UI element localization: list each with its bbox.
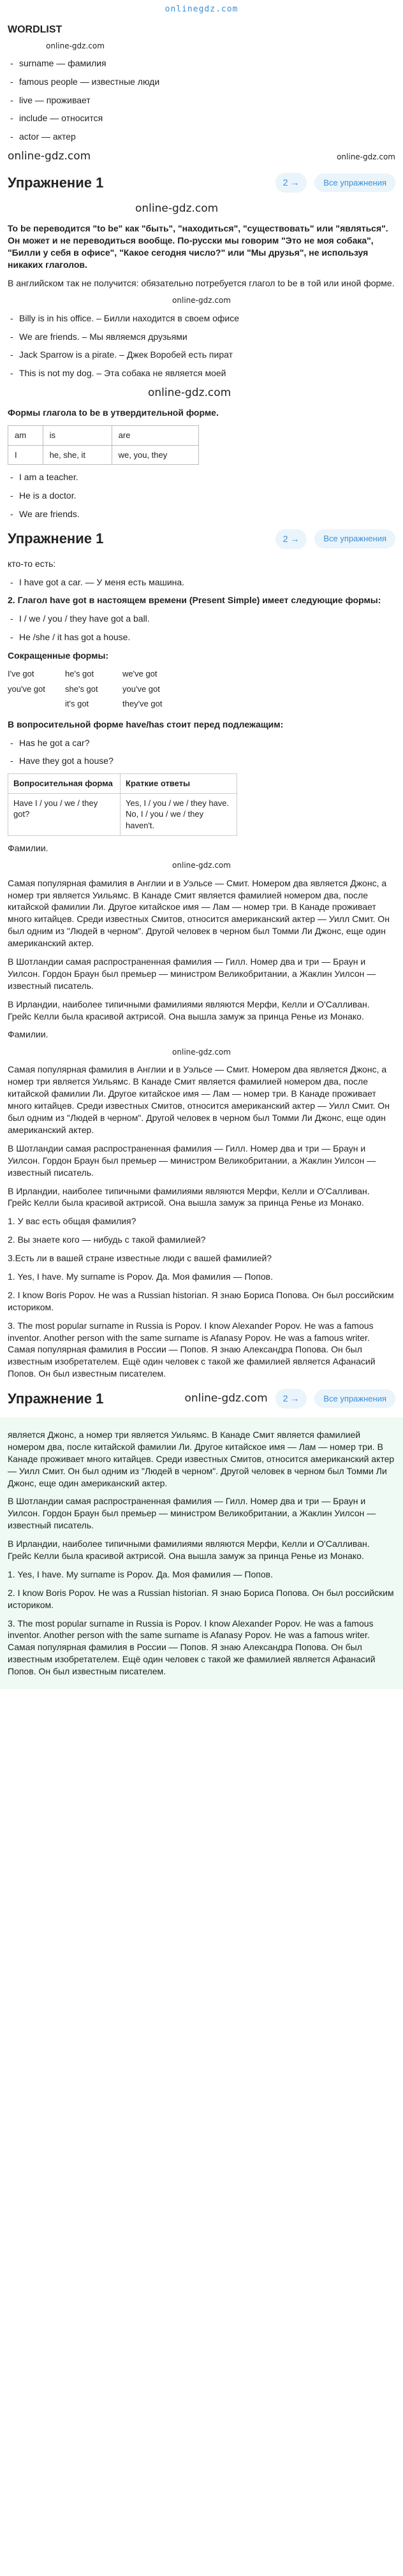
table-cell: Have I / you / we / they got?	[8, 793, 121, 835]
have-got-example	[8, 576, 395, 589]
next-task-button[interactable]: 2 →	[275, 1389, 307, 1409]
task-bar	[8, 1389, 395, 1409]
to-be-paragraph: В английском так не получится: обязательно потребуется глагол to be в той или иной форме.	[8, 277, 395, 288]
surnames-paragraph: Самая популярная фамилия в Англии и в Уэльсе — Смит. Номером два является Джонс, а номер три является Уильямс. В Канаде Смит является фамилией номером два, после китайской фамилии Ли. Другое китайское имя — Лам — номер три. В Канаде проживает много китайцев. Среди известных Смитов, относится американский актер — Уилл Смит. Он был одним из "Людей в черном". Другой человек в черном был Томми Ли Джонс, еще один американский актер.	[8, 877, 390, 949]
list-item: - I am a teacher.	[19, 471, 395, 483]
next-task-button[interactable]: 2 →	[275, 173, 307, 193]
list-item: - He /she / it has got a house.	[19, 631, 395, 643]
short-forms-title: Сокращенные формы:	[8, 650, 109, 661]
task-title: Упражнение 1	[8, 531, 104, 547]
grid-cell: I've got	[8, 669, 34, 679]
list-item: - I / we / you / they have got a ball.	[19, 613, 395, 625]
list-item: - Jack Sparrow is a pirate. – Джек Воробей есть пират	[19, 349, 395, 361]
surnames-paragraph: В Ирландии, наиболее типичными фамилиями являются Мерфи, Келли и О'Салливан. Грейс Келли была красивой актрисой. Она вышла замуж за принца Ренье из Монако.	[8, 1185, 370, 1208]
have-got-heading: 2. Глагол have got в настоящем времени (Present Simple) имеет следующие формы:	[8, 595, 381, 606]
list-item: - famous people — известные люди	[19, 76, 395, 88]
list-item: - actor — актер	[19, 131, 395, 143]
task-bar	[8, 529, 395, 549]
wordlist-title: WORDLIST	[8, 24, 62, 35]
grid-cell: you've got	[122, 684, 160, 694]
have-got-forms	[8, 613, 395, 643]
list-item: - We are friends. – Мы являемся друзьями	[19, 331, 395, 343]
next-task-button[interactable]: 2 →	[275, 529, 307, 549]
forms-table	[8, 425, 199, 465]
watermark: online-gdz.com	[184, 1392, 268, 1405]
list-item: - include — относится	[19, 112, 395, 124]
surnames-paragraph: В Ирландии, наиболее типичными фамилиями являются Мерфи, Келли и О'Салливан. Грейс Келли была красивой актрисой. Она вышла замуж за принца Ренье из Монако.	[8, 1539, 370, 1561]
all-tasks-button[interactable]: Все упражнения	[314, 529, 395, 548]
answer: 1. Yes, I have. My surname is Popov. Да. Моя фамилия — Попов.	[8, 1271, 273, 1282]
surnames-paragraph: В Шотландии самая распространенная фамилия — Гилл. Номер два и три — Браун и Уилсон. Гордон Браун был премьер — министром Великобритании, а Жаклин Уилсон — известный писатель.	[8, 956, 376, 991]
table-cell: we, you, they	[112, 445, 198, 465]
short-answer-no: No, I / you / we / they haven't.	[126, 809, 204, 830]
watermark: online-gdz.com	[135, 202, 219, 216]
answer: 1. Yes, I have. My surname is Popov. Да. Моя фамилия — Попов.	[8, 1569, 273, 1579]
question-table	[8, 773, 237, 835]
grid-cell: they've got	[122, 699, 163, 709]
list-item: - We are friends.	[19, 508, 395, 520]
surnames-paragraph: является Джонс, а номер три является Уильямс. В Канаде Смит является фамилией номером два, после китайской фамилии Ли. Другое китайское имя — Лам — номер три. В Канаде проживает много китайцев. Среди известных Смитов, относится американский актер — Уилл Смит. Он был одним из "Людей в черном". Другой человек в черном был Томми Ли Джонс, еще один американский актер.	[8, 1429, 395, 1488]
watermark: online-gdz.com	[46, 41, 105, 50]
task-title: Упражнение 1	[8, 174, 104, 191]
watermark: online-gdz.com	[172, 296, 231, 305]
question: 3.Есть ли в вашей стране известные люди с вашей фамилией?	[8, 1253, 272, 1264]
to-be-examples-2	[8, 471, 395, 520]
task-bar	[8, 173, 395, 193]
list-item: - He is a doctor.	[19, 490, 395, 502]
list-item: - This is not my dog. – Эта собака не является моей	[19, 367, 395, 379]
answer: 2. I know Boris Popov. He was a Russian historian. Я знаю Бориса Попова. Он был российским историком.	[8, 1587, 394, 1610]
list-item: - I have got a car. — У меня есть машина.	[19, 576, 395, 589]
surnames-label: Фамилии.	[8, 842, 48, 853]
grid-cell: we've got	[122, 669, 158, 679]
question: 1. У вас есть общая фамилия?	[8, 1216, 136, 1227]
short-answer-yes: Yes, I / you / we / they have.	[126, 798, 230, 808]
list-item: - live — проживает	[19, 94, 395, 106]
list-item: - Billy is in his office. – Билли находится в своем офисе	[19, 312, 395, 325]
table-cell	[121, 793, 237, 835]
surnames-paragraph: Самая популярная фамилия в Англии и в Уэльсе — Смит. Номером два является Джонс, а номер три является Уильямс. В Канаде Смит является фамилией номером два, после китайской фамилии Ли. Другое китайское имя — Лам — номер три. В Канаде проживает много китайцев. Среди известных Смитов, относится американский актер — Уилл Смит. Он был одним из "Людей в черном". Другой человек в черном был Томми Ли Джонс, еще один американский актер.	[8, 1064, 390, 1135]
table-cell: are	[112, 426, 198, 446]
surnames-paragraph: В Шотландии самая распространенная фамилия — Гилл. Номер два и три — Браун и Уилсон. Гордон Браун был премьер — министром Великобритании, а Жаклин Уилсон — известный писатель.	[8, 1496, 376, 1531]
site-logo[interactable]: onlinegdz.com	[165, 4, 238, 15]
table-cell: is	[43, 426, 112, 446]
forms-title: Формы глагола to be в утвердительной форме.	[8, 407, 219, 418]
table-cell: am	[8, 426, 43, 446]
watermark: online-gdz.com	[172, 861, 231, 870]
grid-cell: she's got	[65, 684, 98, 694]
watermark: online-gdz.com	[148, 386, 231, 400]
answer-band	[0, 1417, 403, 1689]
grid-cell: he's got	[65, 669, 94, 679]
table-header: Краткие ответы	[121, 774, 237, 794]
list-item: - surname — фамилия	[19, 57, 395, 70]
short-forms-grid	[8, 668, 395, 710]
table-header: Вопросительная форма	[8, 774, 121, 794]
watermark: online-gdz.com	[8, 150, 91, 163]
task-title: Упражнение 1	[8, 1390, 104, 1407]
answer: 3. The most popular surname in Russia is Popov. I know Alexander Popov. He was a famous inventor. Another person with the same surname is Afanasy Popov. He was a famous writer. Самая популярная фамилия в России — Попов. Я знаю Александра Попова. Он был известным изобретателем. Ещё один человек с такой же фамилией является Афанасий Попов. Он был известным писателем.	[8, 1320, 376, 1379]
table-cell: he, she, it	[43, 445, 112, 465]
grid-cell: you've got	[8, 684, 45, 694]
answer: 2. I know Boris Popov. He was a Russian historian. Я знаю Бориса Попова. Он был российским историком.	[8, 1289, 394, 1312]
all-tasks-button[interactable]: Все упражнения	[314, 1389, 395, 1409]
surnames-label: Фамилии.	[8, 1029, 48, 1040]
question-examples	[8, 737, 395, 768]
all-tasks-button[interactable]: Все упражнения	[314, 173, 395, 193]
surnames-paragraph: В Шотландии самая распространенная фамилия — Гилл. Номер два и три — Браун и Уилсон. Гордон Браун был премьер — министром Великобритании, а Жаклин Уилсон — известный писатель.	[8, 1143, 376, 1178]
list-item: - Has he got a car?	[19, 737, 395, 749]
table-cell: I	[8, 445, 43, 465]
grid-cell	[8, 698, 59, 710]
page-content	[0, 23, 403, 1689]
to-be-heading: To be переводится "to be" как "быть", "находиться", "существовать" или "являться". Он может и не переводиться вообще. По-русски мы говорим "Это не моя собака", "Билли у себя в офисе", "Какое сегодня число?" или "Мы друзья", не используя никаких глаголов.	[8, 223, 388, 270]
answer: 3. The most popular surname in Russia is Popov. I know Alexander Popov. He was a famous inventor. Another person with the same surname is Afanasy Popov. He was a famous writer. Самая популярная фамилия в России — Попов. Я знаю Александра Попова. Он был известным изобретателем. Ещё один человек с такой же фамилией является Афанасий Попов. Он был известным писателем.	[8, 1618, 376, 1677]
list-item: - Have they got a house?	[19, 755, 395, 767]
watermark: online-gdz.com	[337, 152, 395, 161]
to-be-examples	[8, 312, 395, 380]
wordlist	[8, 57, 395, 143]
question-title: В вопросительной форме have/has стоит перед подлежащим:	[8, 719, 284, 729]
question: 2. Вы знаете кого — нибудь с такой фамилией?	[8, 1234, 206, 1245]
surnames-paragraph: В Ирландии, наиболее типичными фамилиями являются Мерфи, Келли и О'Салливан. Грейс Келли была красивой актрисой. Она вышла замуж за принца Ренье из Монако.	[8, 999, 370, 1021]
grid-cell: it's got	[65, 699, 89, 709]
have-got-intro: кто-то есть:	[8, 558, 56, 569]
watermark: online-gdz.com	[172, 1048, 231, 1057]
